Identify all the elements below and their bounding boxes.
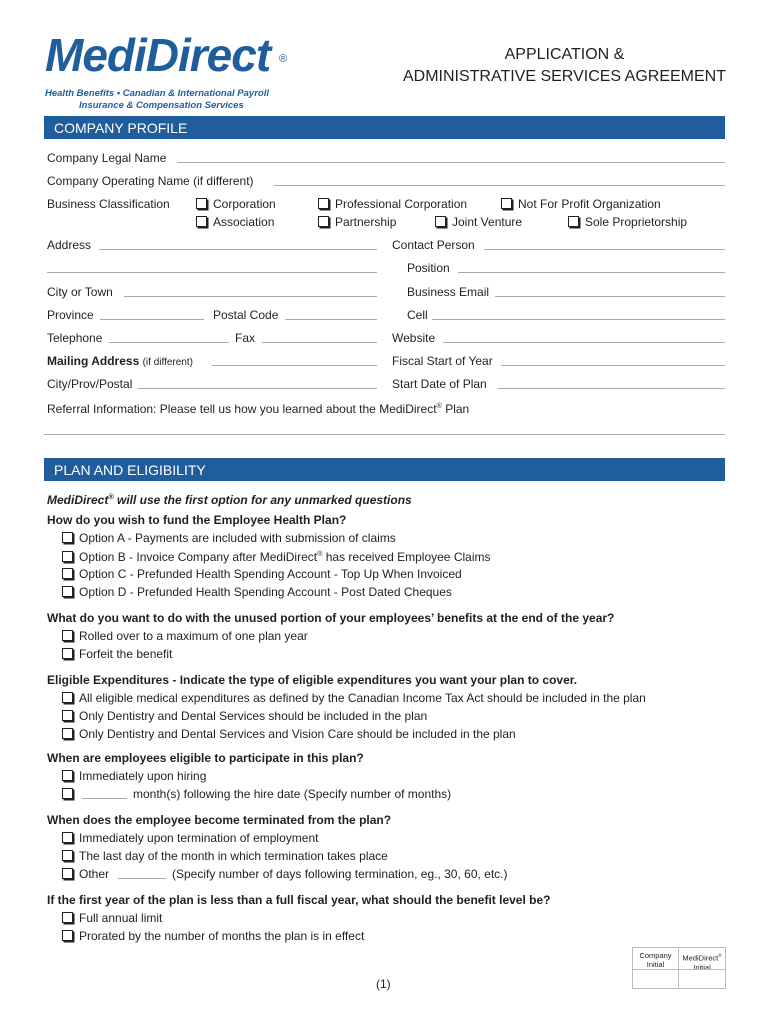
checkbox[interactable] [318,198,329,209]
medidirect-logo: MediDirect ® [45,29,287,81]
months-field[interactable] [82,798,127,799]
question-benefit-level: If the first year of the plan is less than a full fiscal year, what should the benefit level be? [47,893,551,907]
question-eligibility: When are employees eligible to participate in this plan? [47,751,364,765]
city-prov-postal-field[interactable] [138,388,377,389]
checkbox[interactable] [62,551,73,562]
address-field[interactable] [99,249,377,250]
start-date-field[interactable] [498,388,725,389]
funding-option-b[interactable]: Option B - Invoice Company after MediDirect® has received Employee Claims [62,549,491,564]
city-label: City or Town [47,285,113,299]
document-title: APPLICATION & ADMINISTRATIVE SERVICES AGREEMENT [402,46,726,85]
benefit-full[interactable]: Full annual limit [62,911,162,925]
question-funding: How do you wish to fund the Employee Health Plan? [47,513,347,527]
question-eligible-expenditures: Eligible Expenditures - Indicate the type of eligible expenditures you want your plan to cover. [47,673,578,687]
checkbox[interactable] [62,788,73,799]
eligibility-immediate[interactable]: Immediately upon hiring [62,769,206,783]
expenditure-dental-vision[interactable]: Only Dentistry and Dental Services and Vision Care should be included in the plan [62,727,516,741]
fiscal-start-field[interactable] [501,365,725,366]
initials-box [632,947,726,989]
unmarked-note: MediDirect® will use the first option for any unmarked questions [47,492,412,507]
company-legal-name-field[interactable] [177,162,725,163]
class-not-for-profit[interactable]: Not For Profit Organization [501,197,661,211]
company-initial[interactable]: Company Initial [633,948,679,988]
termination-other[interactable]: Other [62,867,109,881]
class-professional-corporation[interactable]: Professional Corporation [318,197,467,211]
unused-forfeit[interactable]: Forfeit the benefit [62,647,172,661]
checkbox[interactable] [435,216,446,227]
telephone-label: Telephone [47,331,103,345]
page-number: (1) [376,977,391,991]
position-label: Position [407,261,450,275]
referral-label: Referral Information: Please tell us how you learned about the MediDirect® Plan [47,401,470,416]
question-unused-portion: What do you want to do with the unused portion of your employees’ benefits at the end of the year? [47,611,615,625]
fiscal-start-label: Fiscal Start of Year [392,354,493,368]
expenditure-all-medical[interactable]: All eligible medical expenditures as defined by the Canadian Income Tax Act should be included in the plan [62,691,646,705]
cell-field[interactable] [432,319,725,320]
company-profile-heading: COMPANY PROFILE [44,116,725,139]
checkbox[interactable] [62,728,73,739]
start-date-label: Start Date of Plan [392,377,487,391]
address-field-2[interactable] [47,272,377,273]
checkbox[interactable] [62,586,73,597]
business-email-field[interactable] [495,296,725,297]
class-association[interactable]: Association [196,215,274,229]
province-field[interactable] [100,319,204,320]
company-legal-name-label: Company Legal Name [47,151,167,165]
class-joint-venture[interactable]: Joint Venture [435,215,522,229]
funding-option-d[interactable]: Option D - Prefunded Health Spending Account - Post Dated Cheques [62,585,452,599]
position-field[interactable] [458,272,725,273]
checkbox[interactable] [62,868,73,879]
checkbox[interactable] [62,850,73,861]
website-label: Website [392,331,436,345]
company-operating-name-label: Company Operating Name (if different) [47,174,254,188]
eligibility-months[interactable] [62,787,79,801]
eligibility-months-text: month(s) following the hire date (Specify number of months) [133,787,452,801]
benefit-prorated[interactable]: Prorated by the number of months the plan is in effect [62,929,364,943]
termination-immediate[interactable]: Immediately upon termination of employment [62,831,318,845]
funding-option-a[interactable]: Option A - Payments are included with submission of claims [62,531,396,545]
business-email-label: Business Email [407,285,490,299]
postal-code-label: Postal Code [213,308,279,322]
postal-code-field[interactable] [285,319,377,320]
class-partnership[interactable]: Partnership [318,215,396,229]
checkbox[interactable] [62,832,73,843]
question-termination: When does the employee become terminated from the plan? [47,813,392,827]
address-label: Address [47,238,92,252]
website-field[interactable] [443,342,725,343]
checkbox[interactable] [62,770,73,781]
medidirect-initial[interactable]: MediDirect® Initial [682,953,722,972]
funding-option-c[interactable]: Option C - Prefunded Health Spending Account - Top Up When Invoiced [62,567,462,581]
termination-days-field[interactable] [118,878,166,879]
logo-tagline-1: Health Benefits • Canadian & International Payroll [45,88,269,99]
contact-person-field[interactable] [484,249,725,250]
checkbox[interactable] [62,630,73,641]
expenditure-dental[interactable]: Only Dentistry and Dental Services should be included in the plan [62,709,427,723]
checkbox[interactable] [62,912,73,923]
checkbox[interactable] [62,692,73,703]
mailing-address-label: Mailing Address (if different) [47,354,193,368]
checkbox[interactable] [501,198,512,209]
termination-month-end[interactable]: The last day of the month in which termination takes place [62,849,388,863]
class-sole-proprietorship[interactable]: Sole Proprietorship [568,215,687,229]
business-classification-label: Business Classification [47,197,170,211]
termination-other-note: (Specify number of days following termination, eg., 30, 60, etc.) [172,867,508,881]
checkbox[interactable] [196,198,207,209]
checkbox[interactable] [62,648,73,659]
company-operating-name-field[interactable] [274,185,725,186]
checkbox[interactable] [318,216,329,227]
plan-eligibility-heading: PLAN AND ELIGIBILITY [44,458,725,481]
province-label: Province [47,308,94,322]
city-prov-postal-label: City/Prov/Postal [47,377,133,391]
checkbox[interactable] [62,568,73,579]
checkbox[interactable] [568,216,579,227]
checkbox[interactable] [196,216,207,227]
checkbox[interactable] [62,930,73,941]
fax-label: Fax [235,331,256,345]
unused-rollover[interactable]: Rolled over to a maximum of one plan year [62,629,308,643]
checkbox[interactable] [62,710,73,721]
telephone-field[interactable] [109,342,229,343]
logo-tagline-2: Insurance & Compensation Services [79,100,244,111]
class-corporation[interactable]: Corporation [196,197,276,211]
fax-field[interactable] [262,342,377,343]
cell-label: Cell [407,308,428,322]
mailing-address-field[interactable] [212,365,377,366]
checkbox[interactable] [62,532,73,543]
contact-person-label: Contact Person [392,238,475,252]
city-field[interactable] [124,296,377,297]
referral-field[interactable] [44,434,725,435]
